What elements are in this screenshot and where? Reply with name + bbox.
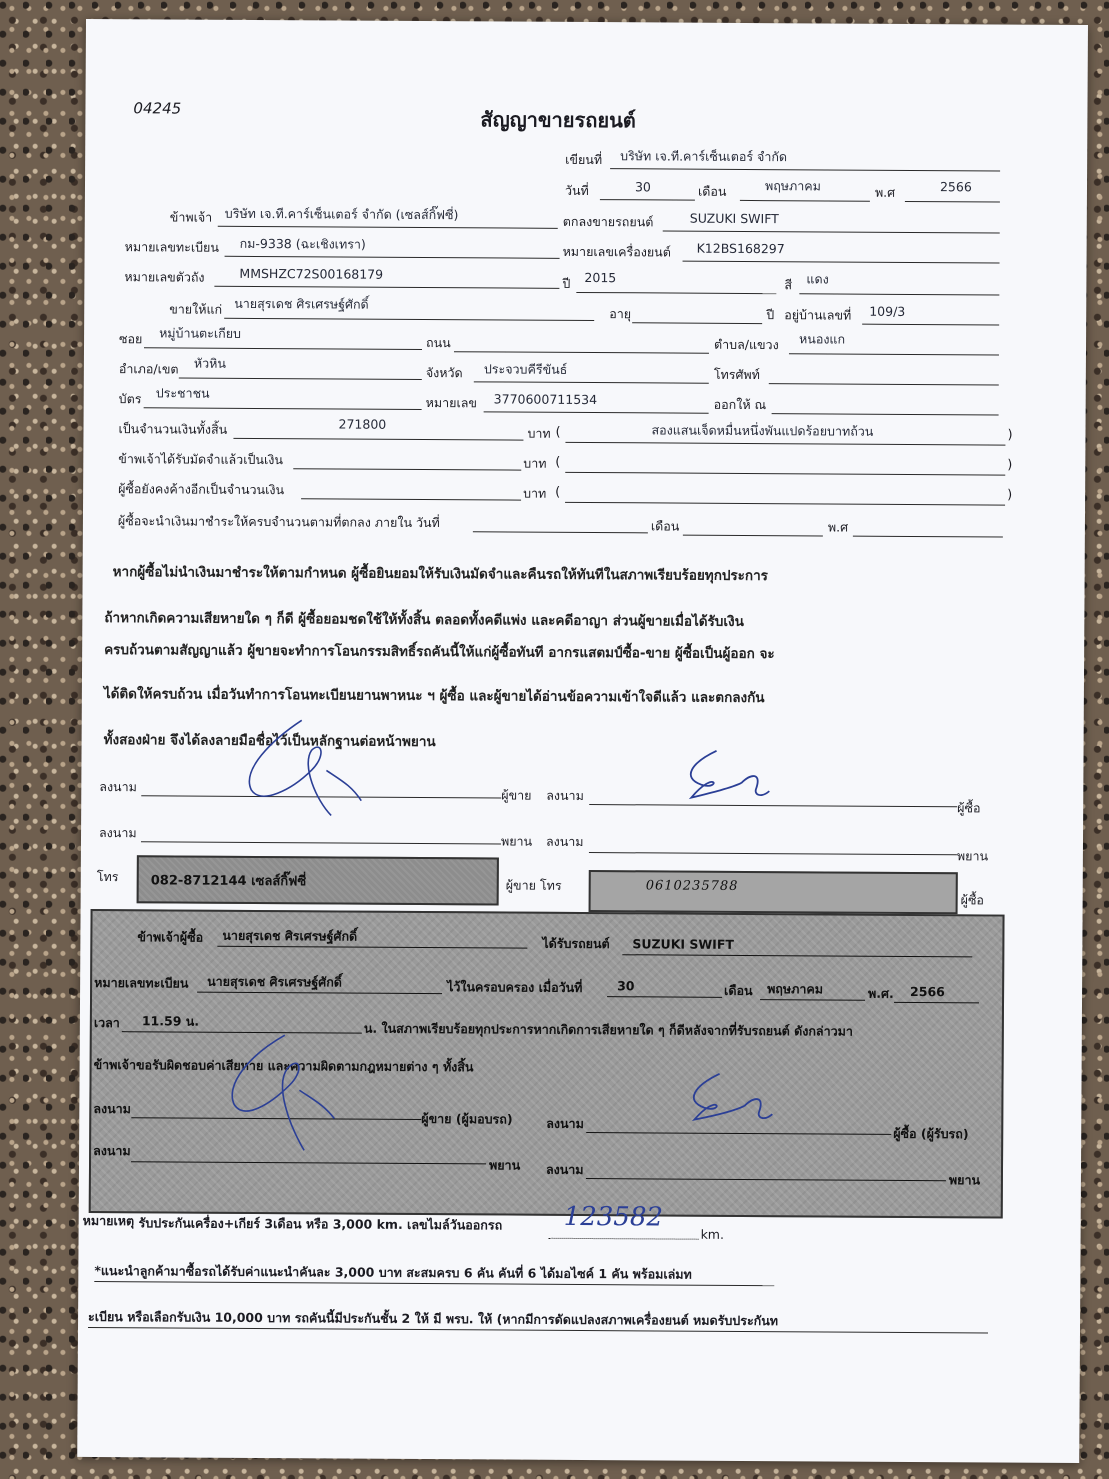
sign-witness2-label: ลงนาม — [545, 833, 584, 849]
month-label: เดือน — [697, 183, 727, 199]
note-line-1: *แนะนำลูกค้ามาซื้อรถได้รับค่าแนะนำคันละ 3,000 บาท สะสมครบ 6 คัน คันที่ 6 ได้มอไซค์ 1 คัน พร้อมเล่มท — [94, 1263, 692, 1282]
seller-value: บริษัท เจ.ที.คาร์เซ็นเตอร์ จำกัด (เซลส์กิ๊ฟซี่) — [224, 205, 459, 223]
plate-label: หมายเลขทะเบียน — [124, 239, 220, 255]
receipt-seller-role: ผู้ขาย (ผู้มอบรถ) — [421, 1111, 513, 1127]
receipt-plate-value: นายสุรเดช ศิรเศรษฐ์ศักดิ์ — [207, 973, 342, 990]
receipt-buyer-name: นายสุรเดช ศิรเศรษฐ์ศักดิ์ — [222, 927, 358, 944]
plate-value: กม-9338 (ฉะเชิงเทรา) — [239, 235, 366, 252]
total-baht-label: บาท — [527, 425, 551, 441]
day-value: 30 — [634, 179, 651, 195]
receipt-model: SUZUKI SWIFT — [632, 936, 734, 952]
receipt-sign-seller-label: ลงนาม — [93, 1101, 131, 1117]
contract-paper: 04245 สัญญาขายรถยนต์ เขียนที่ บริษัท เจ.ที.คาร์เซ็นเตอร์ จำกัด วันที่ 30 เดือน พฤษภาคม พ.ศ 2566 ข้าพเจ้า บริษัท เจ.ที.คาร์เซ็นเตอร์ จำกัด (เซลส์กิ๊ฟซี่) ตกลงขายรถยนต์ SUZUKI SWIFT หมายเลขทะเบียน กม-9338 (ฉะเชิงเทรา) หมายเลขเครื่องยนต์ K12BS168297 หมายเลขตัวถัง MMSHZC72S00168179 ปี 2015 สี แดง ขายให้แก่ นายสุรเดช ศิรเศรษฐ์ศักดิ์ อายุ ปี อยู่บ้านเลขที่ 109/3 ซอย หมู่บ้านตะเกียบ ถนน ตำบล/แขวง หนองแก อำเภอ/เขต หัวหิน จังหวัด ประจวบคีรีขันธ์ โทรศัพท์ บัตร ประชาชน หมายเลข 3770600711534 ออกให้ ณ เป็นจำนวนเงินทั้งสิ้น 271800 บาท ( สองแสนเจ็ดหมื่นหนึ่งพันแปดร้อยบาทถ้วน ) ข้าพเจ้าได้รับมัดจำแล้วเป็นเงิน บาท ( ) ผู้ซื้อยังคงค้างอีกเป็นจำนวนเงิน บาท ( ) ผู้ซื้อจะนำเงินมาชำระให้ครบจำนวนตามที่ตกลง ภายใน วันที่ เดือน พ.ศ หากผู้ซื้อไม่นำเงินมาชำระให้ตามกำหนด ผู้ซื้อยินยอมให้รับเงินมัดจำและคืนรถให้ทันทีในสภาพเรียบร้อยทุกประการ ถ้าหากเกิดความเสียหายใด ๆ ก็ดี ผู้ซื้อยอมชดใช้ให้ทั้งสิ้น ตลอดทั้งคดีแพ่ง และคดีอาญา ส่วนผู้ขายเมื่อได้รับเงิน ครบถ้วนตามสัญญาแล้ว ผู้ขายจะทำการโอนกรรมสิทธิ์รถคันนี้ให้แก่ผู้ซื้อทันที อากรแสตมป์ซื้อ-ขาย ผู้ซื้อเป็นผู้ออก จะ ได้ติดให้ครบถ้วน เมื่อวันทำการโอนทะเบียนยานพาหนะ ฯ ผู้ซื้อ และผู้ขายได้อ่านข้อความเข้าใจดีแล้ว และตกลงกัน ทั้งสองฝ่าย จึงได้ลงลายมือชื่อไว้เป็นหลักฐานต่อหน้าพยาน ลงนาม ผู้ขาย ลงนาม ผู้ซื้อ ลงนาม พยาน ลงนาม พยาน โทร 082-8712144 เซลส์กิ๊ฟซี่ ผู้ขาย โทร 0610235788 ผู้ซื้อ ข้าพเจ้าผู้ซื้อ นายสุรเดช ศิรเศรษฐ์ศักดิ์ ได้รับรถยนต์ SUZUKI SWIFT หมายเลขทะเบียน นายสุรเดช ศิรเศรษฐ์ศักดิ์ ไว้ในครอบครอง เมื่อวันที่ 30 เดือน พฤษภาคม พ.ศ. 2566 เวลา 11.59 น. น. ในสภาพเรียบร้อยทุกประการหากเกิดการเสียหายใด ๆ ก็ดีหลังจากที่รับรถยนต์ ดังกล่าวมา ข้าพเจ้าขอรับผิดชอบค่าเสียหาย และความผิดตามกฎหมายต่าง ๆ ทั้งสิ้น ลงนาม ผู้ขาย (ผู้มอบรถ) ลงนาม ผู้ซื้อ (ผู้รับรถ) ลงนาม พยาน ลงนาม พยาน หมายเหตุ รับประกันเครื่อง+เกียร์ 3เดือน หรือ 3,000 km. เลขไมล์วันออกรถ 123582 km. *แนะนำลูกค้ามาซื้อรถได้รับค่าแนะนำคันละ 3,000 บาท สะสมครบ 6 คัน คันที่ 6 ได้มอไซค์ 1 คัน พร้อมเล่มท ะเบียน หรือเลือกรับเงิน 10,000 บาท รถคันนี้มีประกันชั้น 2 ให้ มี พรบ. ให้ (หากมีการดัดแปลงสภาพเครื่องยนต์ หมดรับประกันท — [77, 19, 1088, 1463]
total-words-value: สองแสนเจ็ดหมื่นหนึ่งพันแปดร้อยบาทถ้วน — [651, 422, 874, 439]
remark-label: หมายเหตุ — [82, 1212, 135, 1229]
year-label: พ.ศ — [874, 184, 896, 200]
receipt-year-label: พ.ศ. — [868, 985, 894, 1001]
road-label: ถนน — [425, 335, 451, 351]
written-at-label: เขียนที่ — [565, 151, 603, 168]
terms-line-5: ทั้งสองฝ่าย จึงได้ลงลายมือชื่อไว้เป็นหลักฐานต่อหน้าพยาน — [103, 732, 436, 751]
seller-phone-value: 082-8712144 เซลส์กิ๊ฟซี่ — [150, 873, 307, 890]
seller-signature — [231, 710, 392, 831]
deposit-label: ข้าพเจ้าได้รับมัดจำแล้วเป็นเงิน — [118, 451, 283, 468]
seller-role-label: ผู้ขาย — [501, 787, 532, 803]
car-color-value: แดง — [806, 271, 829, 287]
receipt-month-label: เดือน — [724, 982, 753, 999]
chassis-label: หมายเลขตัวถัง — [124, 269, 205, 285]
date-label: วันที่ — [564, 182, 589, 199]
buyer-phone-box — [589, 870, 958, 914]
receipt-time: 11.59 น. — [141, 1013, 200, 1029]
witness1-role-label: พยาน — [500, 833, 533, 849]
deposit-baht-label: บาท — [523, 455, 547, 471]
remaining-label: ผู้ซื้อยังคงค้างอีกเป็นจำนวนเงิน — [118, 481, 285, 498]
due-year-label: พ.ศ — [827, 519, 849, 535]
car-model-value: SUZUKI SWIFT — [689, 210, 779, 227]
terms-line-2: ถ้าหากเกิดความเสียหายใด ๆ ก็ดี ผู้ซื้อยอมชดใช้ให้ทั้งสิ้น ตลอดทั้งคดีแพ่ง และคดีอาญา ส่วนผู้ขายเมื่อได้รับเงิน — [104, 610, 744, 630]
receipt-possess-label: ไว้ในครอบครอง เมื่อวันที่ — [447, 979, 583, 995]
receipt-witness1-role: พยาน — [488, 1157, 521, 1173]
age-label: อายุ — [609, 306, 632, 322]
seller-phone-label: ผู้ขาย โทร — [505, 877, 562, 893]
sell-to-label: ขายให้แก่ — [169, 301, 223, 317]
province-label: จังหวัด — [425, 365, 463, 381]
receipt-condition-text: น. ในสภาพเรียบร้อยทุกประการหากเกิดการเสียหายใด ๆ ก็ดีหลังจากที่รับรถยนต์ ดังกล่าวมา — [363, 1020, 853, 1039]
car-color-label: สี — [784, 277, 793, 293]
house-no-value: 109/3 — [869, 303, 906, 319]
year-value: 2566 — [939, 179, 972, 195]
age-unit-label: ปี — [766, 307, 775, 323]
document-number: 04245 — [133, 99, 182, 118]
engine-value: K12BS168297 — [696, 240, 785, 257]
receipt-month: พฤษภาคม — [767, 981, 824, 997]
receipt-sign-buyer-label: ลงนาม — [546, 1115, 584, 1132]
buyer-phone-value: 0610235788 — [645, 878, 739, 894]
house-no-label: อยู่บ้านเลขที่ — [784, 307, 852, 323]
receipt-buyer-label: ข้าพเจ้าผู้ซื้อ — [137, 929, 204, 945]
receipt-sign-witness2-label: ลงนาม — [545, 1161, 584, 1178]
buyer-phone-role-label: ผู้ซื้อ — [960, 892, 985, 908]
remark-text: รับประกันเครื่อง+เกียร์ 3เดือน หรือ 3,000 km. เลขไมล์วันออกรถ — [138, 1215, 503, 1233]
engine-label: หมายเลขเครื่องยนต์ — [562, 243, 671, 260]
buyer-name-value: นายสุรเดช ศิรเศรษฐ์ศักดิ์ — [234, 295, 369, 312]
total-value: 271800 — [338, 416, 387, 432]
receipt-year: 2566 — [910, 983, 945, 1000]
soi-label: ซอย — [119, 331, 143, 347]
agree-sell-label: ตกลงขายรถยนต์ — [562, 213, 654, 230]
phone-row-label: โทร — [96, 869, 119, 885]
card-no-value: 3770600711534 — [493, 391, 598, 408]
car-year-value: 2015 — [584, 269, 617, 286]
province-value: ประจวบคีรีขันธ์ — [483, 361, 568, 377]
sign-seller-label: ลงนาม — [99, 779, 137, 795]
due-month-label: เดือน — [650, 518, 680, 534]
district-value: หัวหิน — [193, 355, 227, 371]
receipt-plate-label: หมายเลขทะเบียน — [94, 975, 189, 991]
receipt-witness2-role: พยาน — [948, 1172, 981, 1188]
receipt-received-label: ได้รับรถยนต์ — [542, 935, 610, 952]
issued-at-label: ออกให้ ณ — [713, 396, 767, 413]
card-no-label: หมายเลข — [425, 395, 478, 411]
car-year-label: ปี — [562, 275, 571, 291]
written-at-value: บริษัท เจ.ที.คาร์เซ็นเตอร์ จำกัด — [620, 148, 788, 165]
seller-phone-box — [137, 855, 499, 905]
mileage-value: 123582 — [563, 1201, 664, 1233]
document-title: สัญญาขายรถยนต์ — [480, 107, 636, 133]
buyer-signature — [661, 742, 781, 813]
km-label: km. — [700, 1226, 725, 1242]
receipt-time-label: เวลา — [93, 1015, 120, 1031]
receipt-day: 30 — [617, 978, 635, 994]
note-line-2: ะเบียน หรือเลือกรับเงิน 10,000 บาท รถคันนี้มีประกันชั้น 2 ให้ มี พรบ. ให้ (หากมีการดัดแปลงสภาพเครื่องยนต์ หมดรับประกันท — [88, 1308, 779, 1329]
soi-value: หมู่บ้านตะเกียบ — [159, 325, 242, 341]
sign-buyer-label: ลงนาม — [546, 787, 584, 803]
month-value: พฤษภาคม — [764, 178, 821, 194]
witness2-role-label: พยาน — [956, 848, 989, 864]
buyer-role-label: ผู้ซื้อ — [957, 800, 981, 816]
sign-witness1-label: ลงนาม — [98, 825, 137, 841]
chassis-value: MMSHZC72S00168179 — [239, 265, 384, 282]
total-label: เป็นจำนวนเงินทั้งสิ้น — [118, 421, 228, 437]
card-label: บัตร — [118, 391, 142, 407]
receipt-buyer-signature — [664, 1067, 784, 1138]
district-label: อำเภอ/เขต — [118, 361, 179, 377]
receipt-sign-witness1-label: ลงนาม — [93, 1143, 131, 1159]
remaining-baht-label: บาท — [523, 485, 547, 501]
phone-label: โทรศัพท์ — [713, 366, 760, 383]
receipt-buyer-role: ผู้ซื้อ (ผู้รับรถ) — [893, 1125, 969, 1142]
terms-line-1: หากผู้ซื้อไม่นำเงินมาชำระให้ตามกำหนด ผู้ซื้อยินยอมให้รับเงินมัดจำและคืนรถให้ทันทีในสภาพเรียบร้อยทุกประการ — [112, 564, 769, 585]
card-type-value: ประชาชน — [155, 385, 210, 401]
subdistrict-label: ตำบล/แขวง — [713, 336, 779, 353]
seller-label: ข้าพเจ้า — [169, 209, 213, 225]
receipt-seller-signature — [209, 1030, 350, 1161]
subdistrict-value: หนองแก — [799, 331, 846, 347]
terms-line-4: ได้ติดให้ครบถ้วน เมื่อวันทำการโอนทะเบียนยานพาหนะ ฯ ผู้ซื้อ และผู้ขายได้อ่านข้อความเข้าใจดีแล้ว และตกลงกัน — [103, 686, 765, 707]
due-label: ผู้ซื้อจะนำเงินมาชำระให้ครบจำนวนตามที่ตกลง ภายใน วันที่ — [117, 513, 440, 531]
terms-line-3: ครบถ้วนตามสัญญาแล้ว ผู้ขายจะทำการโอนกรรมสิทธิ์รถคันนี้ให้แก่ผู้ซื้อทันที อากรแสตมป์ซื้อ-ขาย ผู้ซื้อเป็นผู้ออก จะ — [104, 642, 775, 663]
receipt-liability-text: ข้าพเจ้าขอรับผิดชอบค่าเสียหาย และความผิดตามกฎหมายต่าง ๆ ทั้งสิ้น — [93, 1057, 474, 1075]
